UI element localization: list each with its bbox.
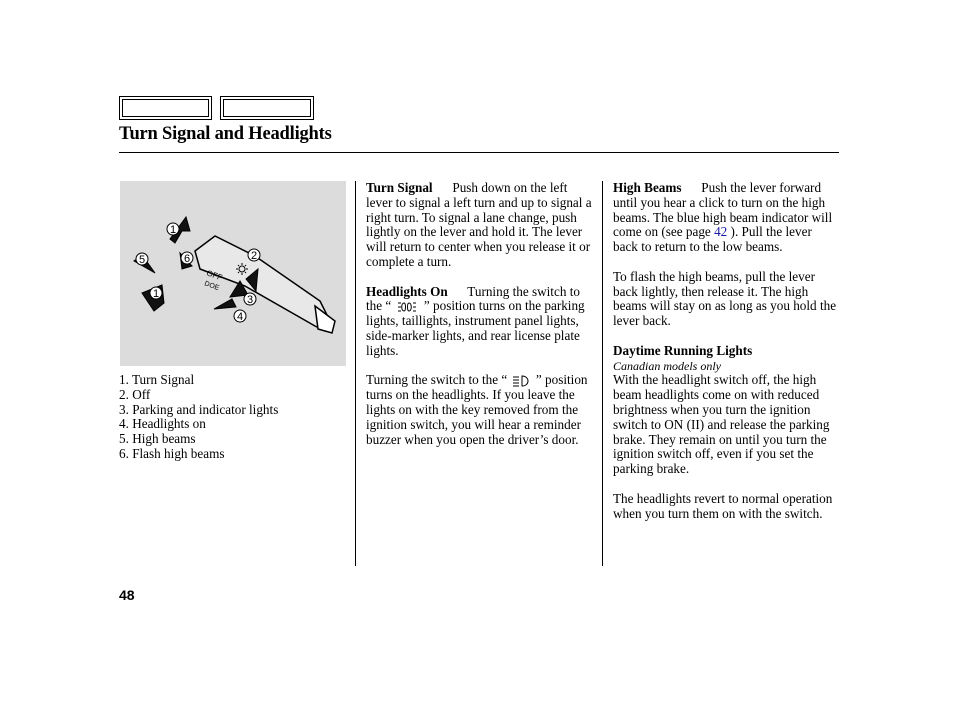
- high-beams-text-b: ). Pull the lever back to return to the low beams.: [613, 224, 812, 255]
- flash-high-beams-paragraph: To flash the high beams, pull the lever back lightly, then release it. The high beams will stay on as long as you hold the lever back.: [613, 268, 837, 329]
- high-beams-paragraph: [613, 181, 839, 255]
- headlight-icon: [511, 375, 533, 387]
- turn-signal-lever-illustration: [120, 181, 346, 366]
- caption-item: 2. Off: [119, 386, 151, 402]
- column-divider: [355, 181, 356, 566]
- parking-symbol-label: DOE: [203, 280, 220, 293]
- callout-1-top: 1: [170, 224, 177, 236]
- callout-5: 5: [139, 254, 146, 266]
- off-label: OFF: [205, 268, 224, 283]
- nav-button-2[interactable]: [220, 96, 314, 120]
- caption-item: 3. Parking and indicator lights: [119, 401, 279, 417]
- callout-4: 4: [237, 311, 244, 323]
- callout-1-bottom: 1: [153, 288, 160, 300]
- page-title: Turn Signal and Headlights: [119, 124, 332, 144]
- turn-signal-heading: Turn Signal: [366, 180, 433, 195]
- headlights-on-para2-a: Turning the switch to the “: [366, 372, 508, 388]
- caption-item: 4. Headlights on: [119, 416, 206, 432]
- caption-item: 5. High beams: [119, 431, 196, 447]
- right-column: [613, 181, 839, 521]
- turn-signal-paragraph: [366, 181, 596, 270]
- headlights-on-paragraph-2: [366, 373, 596, 447]
- middle-column: [366, 181, 596, 447]
- headlights-on-para2-b: ” position turns on the headlights. If you leave the lights on with the key removed from the ignition switch, you will hear a reminder buzzer when you open the driver’s door.: [366, 372, 588, 447]
- drl-paragraph-2: The headlights revert to normal operation when you turn them on with the switch.: [613, 490, 833, 521]
- column-divider: [602, 181, 603, 566]
- drl-text: With the headlight switch off, the high beam headlights come on with reduced brightness when you turn the ignition switch to ON (II) and release the parking brake. They remain on until you turn the ignition switch off, even if you set the parking brake.: [613, 372, 830, 477]
- callout-6: 6: [184, 253, 191, 265]
- title-divider: [119, 152, 839, 153]
- high-beams-text-a: Push the lever forward until you hear a click to turn on the high beams. The blue high beam indicator will come on (see page: [613, 180, 833, 240]
- callout-3: 3: [247, 294, 254, 306]
- parking-lights-icon: [395, 301, 421, 313]
- drl-heading: Daytime Running Lights: [613, 342, 753, 358]
- headlights-on-paragraph: [366, 285, 596, 359]
- headlights-on-text-b: ” position turns on the parking lights, taillights, instrument panel lights, side-marker lights, and rear license plate lights.: [366, 298, 585, 358]
- drl-note: Canadian models only: [613, 358, 721, 373]
- lever-diagram: [120, 181, 346, 366]
- turn-signal-text: Push down on the left lever to signal a left turn and up to signal a right turn. To signal a lane change, push lightly on the lever and hold it. The lever will return to center when you release it or complete a turn.: [366, 180, 592, 269]
- figure-caption-list: [119, 373, 278, 462]
- caption-item: 6. Flash high beams: [119, 445, 225, 461]
- callout-2: 2: [251, 250, 258, 262]
- caption-item: 1. Turn Signal: [119, 372, 195, 387]
- page-42-link[interactable]: 42: [714, 224, 728, 240]
- headlights-on-heading: Headlights On: [366, 283, 448, 299]
- page-number: 48: [119, 587, 135, 603]
- headlights-on-text-a: Turning the switch to the “: [366, 283, 580, 314]
- nav-button-1[interactable]: [119, 96, 212, 120]
- high-beams-heading: High Beams: [613, 180, 682, 195]
- arrow-headlights: [214, 299, 236, 309]
